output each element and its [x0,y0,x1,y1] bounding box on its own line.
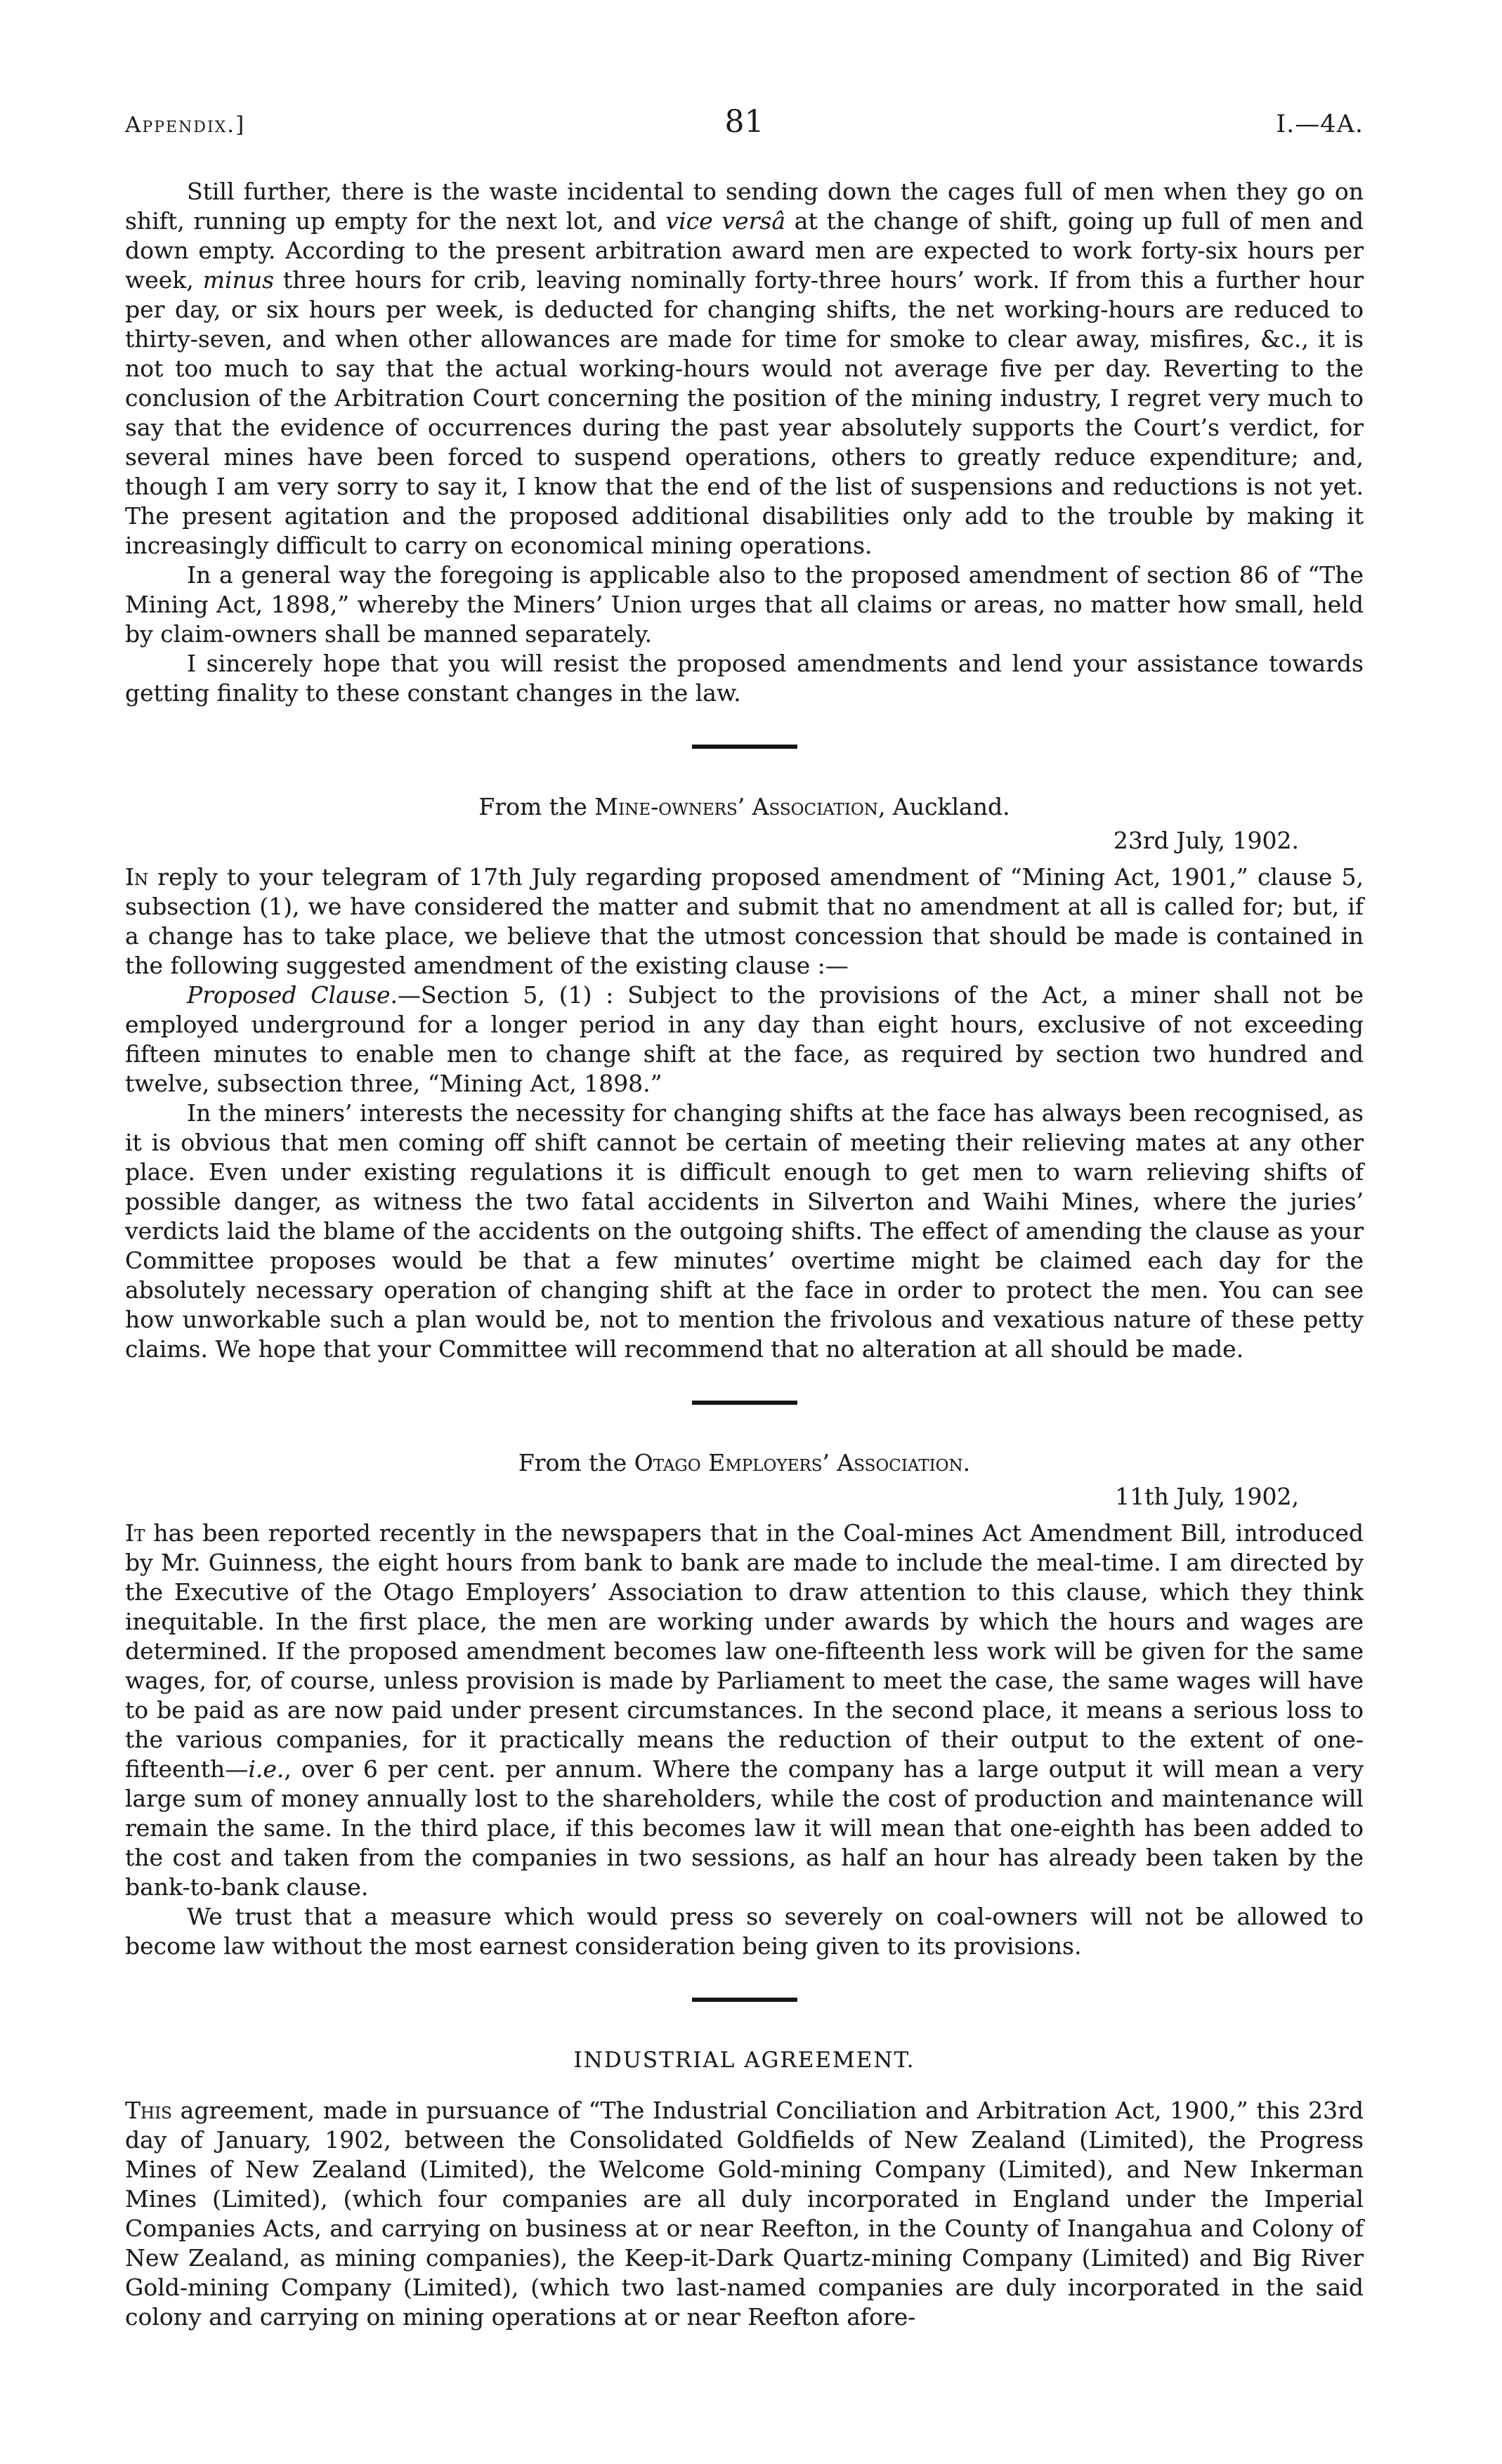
text-run: INDUSTRIAL AGREEMENT. [573,2047,915,2073]
running-header [125,104,1364,140]
section-divider [692,745,797,749]
text-run: , Auckland. [877,793,1010,820]
text-run: I sincerely hope that you will resist the proposed amendments and lend your assistance towards getting finality to these constant changes in the law. [125,650,1364,707]
paragraph-waste-incidental [125,177,1364,561]
section-divider [692,1401,797,1405]
page-number: 81 [724,104,764,140]
text-run: , over 6 per cent. per annum. Where the company has a large output it will mean a very large sum of money annually lost to the shareholders, while the cost of production and maintenance will remain the same. In the third place, if this becomes law it will mean that one-eighth has been added to the cost and taken from the companies in two sessions, as half an hour has already been taken by the bank-to-bank clause. [125,1755,1364,1901]
section-heading-otago-employers [125,1448,1364,1478]
text-run: Proposed Clause. [187,981,398,1009]
header-section-label: Appendix.] [125,112,246,138]
document-body [125,177,1364,2332]
paragraph-this-agreement [125,2096,1364,2332]
text-run: From the [518,1449,634,1476]
text-run: We trust that a measure which would press so severely on coal-owners will not be allowed to become law without the most earnest consideration being given to its provisions. [125,1903,1364,1960]
text-run: Mine-owners’ Association [594,793,878,820]
section-title-industrial-agreement [125,2045,1364,2075]
text-run: has been reported recently in the newspapers that in the Coal-mines Act Amendment Bill, introduced by Mr. Guinness, the eight hours from bank to bank are made to include the meal-time. I am directed by the Executive of the Otago Employers’ Association to draw attention to this clause, which they think inequitable. In the first place, the men are working under awards by which the hours and wages are determined. If the proposed amendment becomes law one-fifteenth less work will be given for the same wages, for, of course, unless provision is made by Parliament to meet the case, the same wages will have to be paid as are now paid under present circumstances. In the second place, it means a serious loss to the various companies, for it practically means the reduction of their output to the extent of one-fifteenth— [125,1519,1364,1783]
text-run: Still further, there is the waste incidental to sending down the cages full of men when they go on shift, running up empty for the next lot, and [125,178,1364,235]
text-run: i.e. [248,1755,285,1783]
paragraph-in-reply [125,863,1364,981]
text-run: It [125,1519,145,1547]
text-run: 11th July, 1902, [1115,1483,1299,1510]
date-line-otago-employers [125,1482,1364,1512]
paragraph-we-trust [125,1902,1364,1961]
text-run: In a general way the foregoing is applicable also to the proposed amendment of section 86 of “The Mining Act, 1898,” whereby the Miners’ Union urges that all claims or areas, no matter how small, held by claim-owners shall be manned separately. [125,561,1364,648]
text-run: . [962,1449,971,1476]
text-run: From the [478,793,595,820]
paragraph-proposed-clause [125,981,1364,1099]
text-run: reply to your telegram of 17th July regarding proposed amendment of “Mining Act, 1901,” clause 5, subsection (1), we have considered the matter and submit that no amendment at all is called for; but, if a change has to take place, we believe that the utmost concession that should be made is contained in the following suggested amendment of the existing clause :— [125,863,1364,979]
text-run: vice versâ [665,207,785,235]
header-paper-number: I.—4A. [1276,110,1364,138]
paragraph-general-way [125,561,1364,649]
paragraph-reported-recently [125,1519,1364,1902]
text-run: This [125,2097,172,2124]
text-run: —Section 5, (1) : Subject to the provisions of the Act, a miner shall not be employed underground for a longer period in any day than eight hours, exclusive of not exceeding fifteen minutes to enable men to change shift at the face, as required by section two hundred and twelve, subsection three, “Mining Act, 1898.” [125,981,1364,1097]
text-run: In the miners’ interests the necessity for changing shifts at the face has always been recognised, as it is obvious that men coming off shift cannot be certain of meeting their relieving mates at any other place. Even under existing regulations it is difficult enough to get men to warn relieving shifts of possible danger, as witness the two fatal accidents in Silverton and Waihi Mines, where the juries’ verdicts laid the blame of the accidents on the outgoing shifts. The effect of amending the clause as your Committee proposes would be that a few minutes’ overtime might be claimed each day for the absolutely necessary operation of changing shift at the face in order to protect the men. You can see how unworkable such a plan would be, not to mention the frivolous and vexatious nature of these petty claims. We hope that your Committee will recommend that no alteration at all should be made. [125,1099,1364,1363]
paragraph-miners-interests [125,1099,1364,1364]
text-run: 23rd July, 1902. [1113,827,1299,854]
text-run: at the change of shift, going up full of men and down empty. According to the present arbitration award men are expected to work forty-six hours per week, [125,207,1364,294]
paragraph-sincerely-hope [125,649,1364,708]
section-heading-mine-owners [125,792,1364,822]
text-run: agreement, made in pursuance of “The Industrial Conciliation and Arbitration Act, 1900,” this 23rd day of January, 1902, between the Consolidated Goldfields of New Zealand (Limited), the Progress Mines of New Zealand (Limited), the Welcome Gold-mining Company (Limited), and New Inkerman Mines (Limited), (which four companies are all duly incorporated in England under the Imperial Companies Acts, and carrying on business at or near Reefton, in the County of Inangahua and Colony of New Zealand, as mining companies), the Keep-it-Dark Quartz-mining Company (Limited) and Big River Gold-mining Company (Limited), (which two last-named companies are duly incorporated in the said colony and carrying on mining operations at or near Reefton afore- [125,2097,1364,2331]
date-line-mine-owners [125,826,1364,856]
text-run: minus [202,266,275,294]
text-run: In [125,863,149,891]
text-run: Otago Employers’ Association [634,1449,963,1476]
text-run: three hours for crib, leaving nominally forty-three hours’ work. If from this a further hour per day, or six hours per week, is deducted for changing shifts, the net working-hours are reduced to thirty-seven, and when other allowances are made for time for smoke to clear away, misfires, &c., it is not too much to say that the actual working-hours would not average five per day. Reverting to the conclusion of the Arbitration Court concerning the position of the mining industry, I regret very much to say that the evidence of occurrences during the past year absolutely supports the Court’s verdict, for several mines have been forced to suspend operations, others to greatly reduce expenditure; and, though I am very sorry to say it, I know that the end of the list of suspensions and reductions is not yet. The present agitation and the proposed additional disabilities only add to the trouble by making it increasingly difficult to carry on economical mining operations. [125,266,1364,559]
section-divider [692,1998,797,2002]
